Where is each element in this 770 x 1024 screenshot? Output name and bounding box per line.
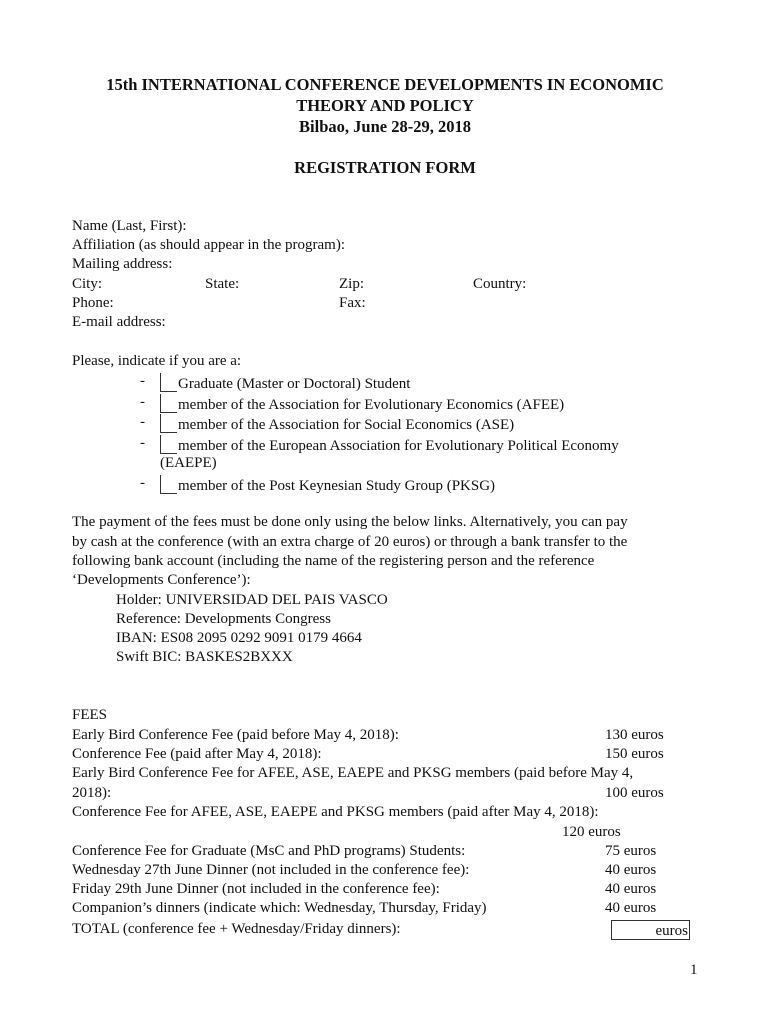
page-number: 1 (690, 962, 698, 978)
fee-early-members-label-cont: 2018): (72, 785, 112, 801)
option-eaepe-continuation: (EAEPE) (160, 455, 217, 471)
option-dash: - (140, 435, 145, 451)
fee-members-label: Conference Fee for AFEE, ASE, EAEPE and PKSG members (paid after May 4, 2018): (72, 804, 599, 820)
payment-text-line: ‘Developments Conference’): (72, 572, 251, 588)
fee-companion-label: Companion’s dinners (indicate which: Wednesday, Thursday, Friday) (72, 900, 487, 916)
option-ase (160, 414, 514, 434)
zip-label: Zip: (339, 276, 364, 292)
country-label: Country: (473, 276, 527, 292)
mailing-address-label: Mailing address: (72, 256, 173, 272)
pksg-checkbox[interactable] (160, 475, 177, 494)
fee-early-members-amount: 100 euros (605, 785, 664, 801)
fee-early-bird-amount: 130 euros (605, 727, 664, 743)
fees-heading: FEES (72, 707, 108, 723)
fee-fri-dinner-amount: 40 euros (605, 881, 657, 897)
graduate-checkbox[interactable] (160, 373, 177, 392)
option-afee (160, 394, 564, 414)
email-label: E-mail address: (72, 314, 166, 330)
fee-wed-dinner-label: Wednesday 27th June Dinner (not included in the conference fee): (72, 862, 470, 878)
ase-checkbox[interactable] (160, 414, 177, 433)
option-eaepe-label: member of the European Association for Evolutionary Political Economy (178, 438, 619, 454)
option-graduate (160, 373, 410, 393)
option-dash: - (140, 373, 145, 389)
eaepe-checkbox[interactable] (160, 435, 177, 454)
city-label: City: (72, 276, 103, 292)
total-label: TOTAL (conference fee + Wednesday/Friday dinners): (72, 921, 401, 937)
bank-reference: Reference: Developments Congress (116, 611, 331, 627)
fee-fri-dinner-label: Friday 29th June Dinner (not included in the conference fee): (72, 881, 440, 897)
state-label: State: (205, 276, 240, 292)
total-unit: euros (655, 923, 688, 939)
option-pksg-label: member of the Post Keynesian Study Group (PKSG) (178, 478, 496, 494)
fee-conference-amount: 150 euros (605, 746, 664, 762)
fee-early-members-label: Early Bird Conference Fee for AFEE, ASE, EAEPE and PKSG members (paid before May 4, (72, 765, 634, 781)
fee-companion-amount: 40 euros (605, 900, 657, 916)
option-graduate-label: Graduate (Master or Doctoral) Student (178, 376, 411, 392)
phone-label: Phone: (72, 295, 114, 311)
payment-text-line: following bank account (including the name of the registering person and the reference (72, 553, 595, 569)
fee-wed-dinner-amount: 40 euros (605, 862, 657, 878)
option-eaepe (160, 435, 619, 455)
conference-location-date: Bilbao, June 28-29, 2018 (299, 117, 471, 136)
conference-title-line1: 15th INTERNATIONAL CONFERENCE DEVELOPMENTS IN ECONOMIC (106, 75, 664, 94)
form-title: REGISTRATION FORM (294, 158, 476, 177)
fee-early-bird-label: Early Bird Conference Fee (paid before May 4, 2018): (72, 727, 399, 743)
bank-swift: Swift BIC: BASKES2BXXX (116, 649, 293, 665)
conference-title-line2: THEORY AND POLICY (296, 96, 474, 115)
affiliation-field-label: Affiliation (as should appear in the program): (72, 237, 345, 253)
payment-text-line: The payment of the fees must be done only using the below links. Alternatively, you can pay (72, 514, 628, 530)
fee-members-amount: 120 euros (562, 824, 621, 840)
fax-label: Fax: (339, 295, 366, 311)
option-dash: - (140, 475, 145, 491)
fee-graduate-amount: 75 euros (605, 843, 657, 859)
total-input-box[interactable] (611, 920, 690, 940)
option-dash: - (140, 394, 145, 410)
name-field-label: Name (Last, First): (72, 218, 187, 234)
fee-graduate-label: Conference Fee for Graduate (MsC and PhD programs) Students: (72, 843, 466, 859)
option-pksg (160, 475, 495, 495)
indicate-prompt: Please, indicate if you are a: (72, 353, 242, 369)
option-ase-label: member of the Association for Social Economics (ASE) (178, 417, 515, 433)
option-dash: - (140, 414, 145, 430)
fee-conference-label: Conference Fee (paid after May 4, 2018): (72, 746, 322, 762)
option-afee-label: member of the Association for Evolutionary Economics (AFEE) (178, 397, 565, 413)
bank-holder: Holder: UNIVERSIDAD DEL PAIS VASCO (116, 592, 388, 608)
payment-text-line: by cash at the conference (with an extra charge of 20 euros) or through a bank transfer to the (72, 534, 628, 550)
bank-iban: IBAN: ES08 2095 0292 9091 0179 4664 (116, 630, 362, 646)
afee-checkbox[interactable] (160, 394, 177, 413)
